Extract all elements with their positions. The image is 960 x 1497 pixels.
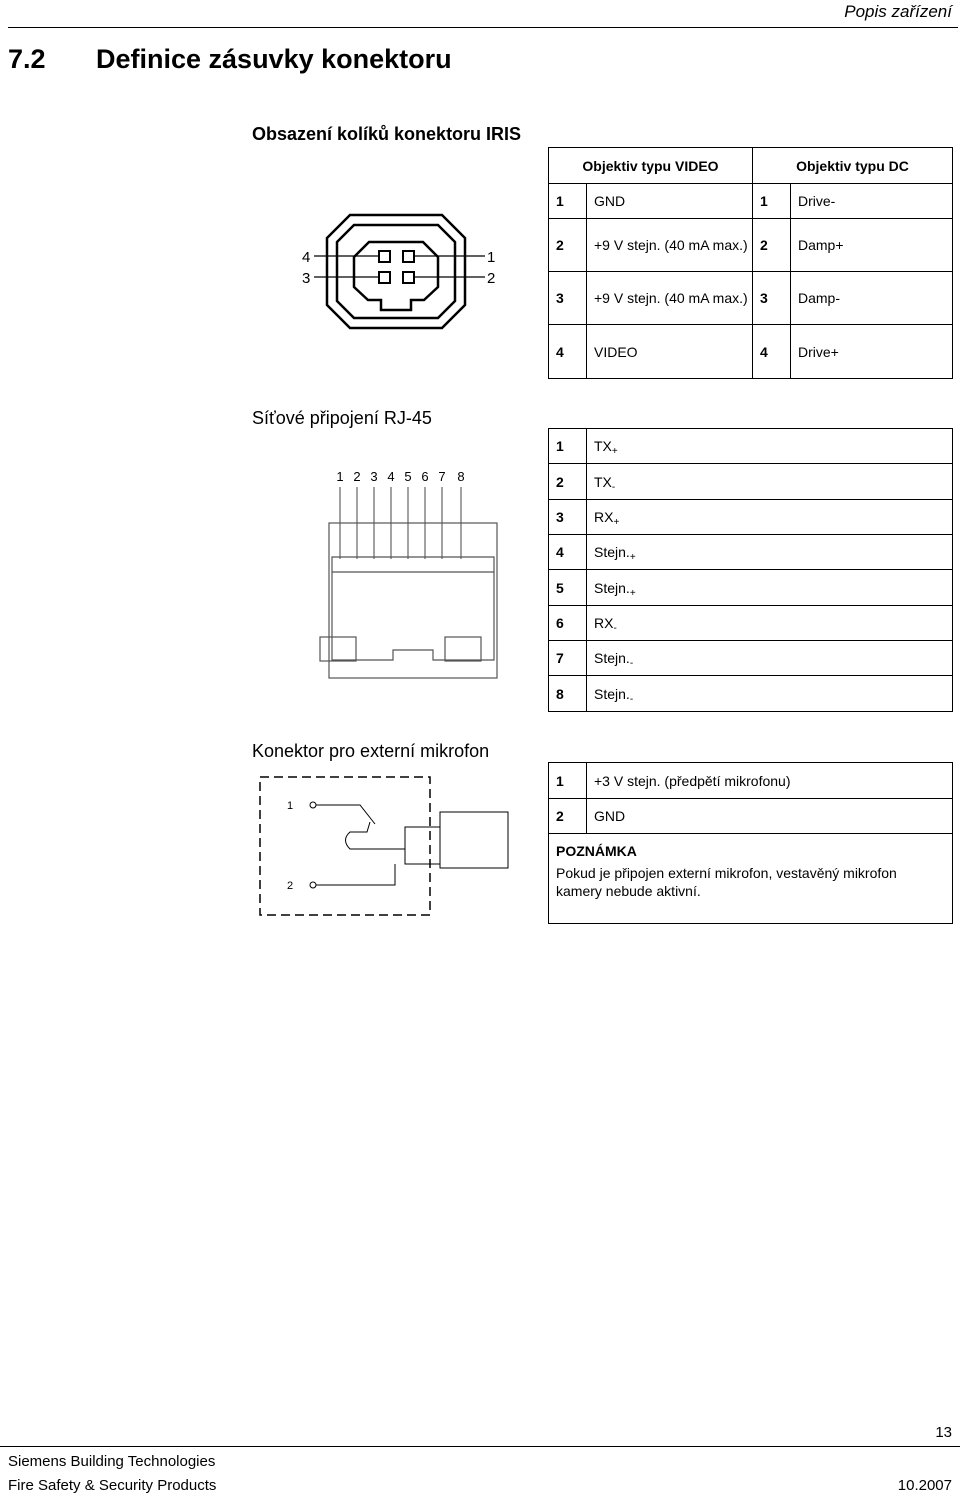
table-row xyxy=(549,184,953,219)
rj45-pin-table xyxy=(548,428,953,712)
section-heading xyxy=(8,44,452,75)
rj45-pin-num: 4 xyxy=(549,535,587,570)
rj45-signal-base: TX xyxy=(594,473,612,490)
rj45-signal-sub: + xyxy=(613,517,620,528)
table-row xyxy=(549,429,953,464)
note-row xyxy=(549,834,953,924)
rj45-pin-num: 1 xyxy=(549,429,587,464)
section-number: 7.2 xyxy=(8,44,46,74)
rj45-signal-base: Stejn. xyxy=(594,579,630,596)
rj45-pin-label: 6 xyxy=(421,469,429,484)
table-row xyxy=(549,799,953,834)
rj45-signal-sub: - xyxy=(613,623,617,634)
mic-pin-label-1: 1 xyxy=(286,800,294,812)
mic-title: Konektor pro externí mikrofon xyxy=(252,741,490,761)
iris-col-dc: Objektiv typu DC xyxy=(753,148,953,184)
rj45-pin-label: 7 xyxy=(438,469,446,484)
rj45-pin-num: 2 xyxy=(549,464,587,500)
mic-pin-signal: +3 V stejn. (předpětí mikrofonu) xyxy=(587,763,953,799)
iris-video-num: 3 xyxy=(549,272,587,325)
iris-video-num: 4 xyxy=(549,325,587,379)
header-divider xyxy=(8,27,958,28)
table-row xyxy=(549,219,953,272)
iris-connector-diagram xyxy=(290,210,510,335)
iris-dc-signal: Drive- xyxy=(791,184,953,219)
mic-pin-num: 1 xyxy=(549,763,587,799)
iris-label-1: 1 xyxy=(487,249,496,266)
iris-label-4: 4 xyxy=(302,249,311,266)
rj45-title: Síťové připojení RJ-45 xyxy=(252,408,432,428)
mic-jack-diagram xyxy=(255,772,525,920)
footer-company: Siemens Building Technologies xyxy=(8,1453,216,1470)
iris-video-signal: GND xyxy=(587,184,753,219)
rj45-pin-signal xyxy=(587,606,953,641)
iris-col-video: Objektiv typu VIDEO xyxy=(549,148,753,184)
table-row xyxy=(549,763,953,799)
mic-pin-table xyxy=(548,762,953,924)
table-row xyxy=(549,535,953,570)
table-row xyxy=(549,606,953,641)
rj45-signal-sub: - xyxy=(629,658,634,669)
rj45-pin-label: 4 xyxy=(387,469,395,484)
rj45-pin-label: 1 xyxy=(336,469,344,484)
rj45-pin-signal xyxy=(587,500,953,535)
rj45-connector-diagram xyxy=(328,467,503,680)
footer-divider xyxy=(0,1446,960,1447)
rj45-pin-num: 5 xyxy=(549,570,587,606)
table-row xyxy=(549,272,953,325)
iris-label-3: 3 xyxy=(302,270,311,287)
page-number: 13 xyxy=(935,1424,952,1441)
rj45-signal-sub: + xyxy=(629,552,636,563)
section-title: Definice zásuvky konektoru xyxy=(96,44,452,74)
iris-pin-table xyxy=(548,147,953,379)
iris-dc-num: 4 xyxy=(753,325,791,379)
rj45-pin-signal xyxy=(587,570,953,606)
rj45-pin-signal xyxy=(587,429,953,464)
rj45-pin-num: 3 xyxy=(549,500,587,535)
rj45-signal-sub: - xyxy=(611,481,616,493)
chapter-header: Popis zařízení xyxy=(844,2,952,21)
iris-dc-num: 1 xyxy=(753,184,791,219)
mic-pin-num: 2 xyxy=(549,799,587,834)
rj45-pin-label: 5 xyxy=(404,469,412,484)
mic-pin-label-2: 2 xyxy=(286,880,294,892)
iris-dc-num: 3 xyxy=(753,272,791,325)
mic-pin-signal: GND xyxy=(587,799,953,834)
iris-dc-num: 2 xyxy=(753,219,791,272)
rj45-signal-sub: + xyxy=(611,446,618,457)
table-row xyxy=(549,325,953,379)
rj45-pin-signal xyxy=(587,641,953,676)
footer-division: Fire Safety & Security Products xyxy=(8,1477,217,1494)
table-row xyxy=(549,500,953,535)
rj45-signal-sub: - xyxy=(629,693,634,705)
table-row xyxy=(549,570,953,606)
rj45-pin-label: 8 xyxy=(457,469,465,484)
iris-title: Obsazení kolíků konektoru IRIS xyxy=(252,124,522,144)
rj45-signal-base: RX xyxy=(594,509,614,525)
rj45-signal-base: Stejn. xyxy=(594,650,630,666)
rj45-pin-signal xyxy=(587,676,953,712)
table-row xyxy=(549,676,953,712)
iris-video-signal: +9 V stejn. (40 mA max.) xyxy=(587,272,753,325)
iris-video-signal: VIDEO xyxy=(587,325,753,379)
iris-video-num: 1 xyxy=(549,184,587,219)
rj45-signal-base: Stejn. xyxy=(594,544,630,560)
rj45-pin-num: 7 xyxy=(549,641,587,676)
rj45-signal-base: TX xyxy=(594,438,612,454)
footer-date: 10.2007 xyxy=(897,1477,952,1494)
iris-video-num: 2 xyxy=(549,219,587,272)
note-text: Pokud je připojen externí mikrofon, vestavěný mikrofon kamery nebude aktivní. xyxy=(556,865,897,899)
rj45-signal-base: RX xyxy=(594,615,614,631)
rj45-signal-sub: + xyxy=(629,587,636,599)
iris-dc-signal: Damp- xyxy=(791,272,953,325)
table-row xyxy=(549,641,953,676)
note-title: POZNÁMKA xyxy=(556,843,637,859)
iris-label-2: 2 xyxy=(487,270,496,287)
iris-dc-signal: Damp+ xyxy=(791,219,953,272)
rj45-pin-label: 2 xyxy=(353,469,361,484)
iris-dc-signal: Drive+ xyxy=(791,325,953,379)
iris-video-signal: +9 V stejn. (40 mA max.) xyxy=(587,219,753,272)
rj45-pin-num: 6 xyxy=(549,606,587,641)
rj45-pin-signal xyxy=(587,464,953,500)
rj45-pin-label: 3 xyxy=(370,469,378,484)
rj45-pin-signal xyxy=(587,535,953,570)
rj45-pin-num: 8 xyxy=(549,676,587,712)
rj45-signal-base: Stejn. xyxy=(594,685,630,702)
table-row xyxy=(549,464,953,500)
note-cell xyxy=(549,834,953,924)
